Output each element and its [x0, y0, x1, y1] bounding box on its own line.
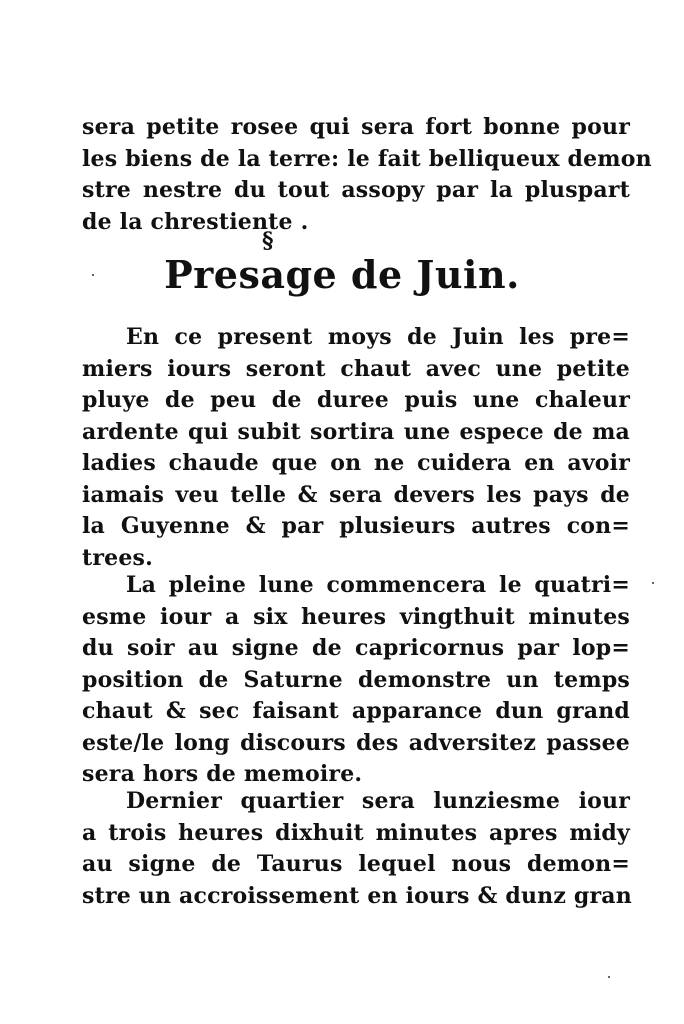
intro-line: sera petite rosee qui sera fort bonne pour [82, 114, 630, 140]
intro-line: stre nestre du tout assopy par la pluspart [82, 177, 630, 203]
paragraph-line: a trois heures dixhuit minutes apres midy [82, 819, 630, 846]
paragraph-line: Dernier quartier sera lunziesme iour [126, 788, 630, 814]
paragraph-line: miers iours seront chaut avec une petite [82, 355, 630, 382]
ornament-mark: § [262, 228, 274, 254]
intro-line: les biens de la terre: le fait belliqueux demon [82, 145, 652, 172]
paragraph-line: En ce present moys de Juin les pre= [126, 324, 630, 350]
paragraph-line: este/le long discours des adversitez passee [82, 729, 630, 756]
paragraph-june [82, 322, 630, 574]
paragraph-line: stre un accroissement en iours & dunz gran [82, 882, 632, 909]
scan-speck [608, 976, 610, 978]
paragraph-line: pluye de peu de duree puis une chaleur [82, 387, 630, 413]
section-title: Presage de Juin. [164, 252, 520, 297]
intro-line: de la chrestiente . [82, 208, 309, 235]
paragraph-line: chaut & sec faisant apparance dun grand [82, 698, 630, 724]
paragraph-line: ladies chaude que on ne cuidera en avoir [82, 450, 630, 476]
paragraph-line: au signe de Taurus lequel nous demon= [82, 851, 630, 877]
paragraph-line: iamais veu telle & sera devers les pays de [82, 481, 630, 508]
paragraph-line: position de Saturne demonstre un temps [82, 666, 630, 693]
paragraph-line: trees. [82, 544, 153, 571]
paragraph-line: du soir au signe de capricornus par lop= [82, 635, 630, 661]
paragraph-line: ardente qui subit sortira une espece de ma [82, 418, 630, 445]
paragraph-line: esme iour a six heures vingthuit minutes [82, 603, 630, 630]
paragraph-line: La pleine lune commencera le quatri= [126, 572, 630, 598]
intro-paragraph [82, 112, 652, 238]
paragraph-line: sera hors de memoire. [82, 761, 363, 787]
scan-speck [92, 274, 94, 276]
paragraph-full-moon [82, 570, 630, 791]
paragraph-line: la Guyenne & par plusieurs autres con= [82, 513, 630, 539]
paragraph-last-quarter [82, 786, 630, 912]
scan-speck [652, 582, 654, 584]
